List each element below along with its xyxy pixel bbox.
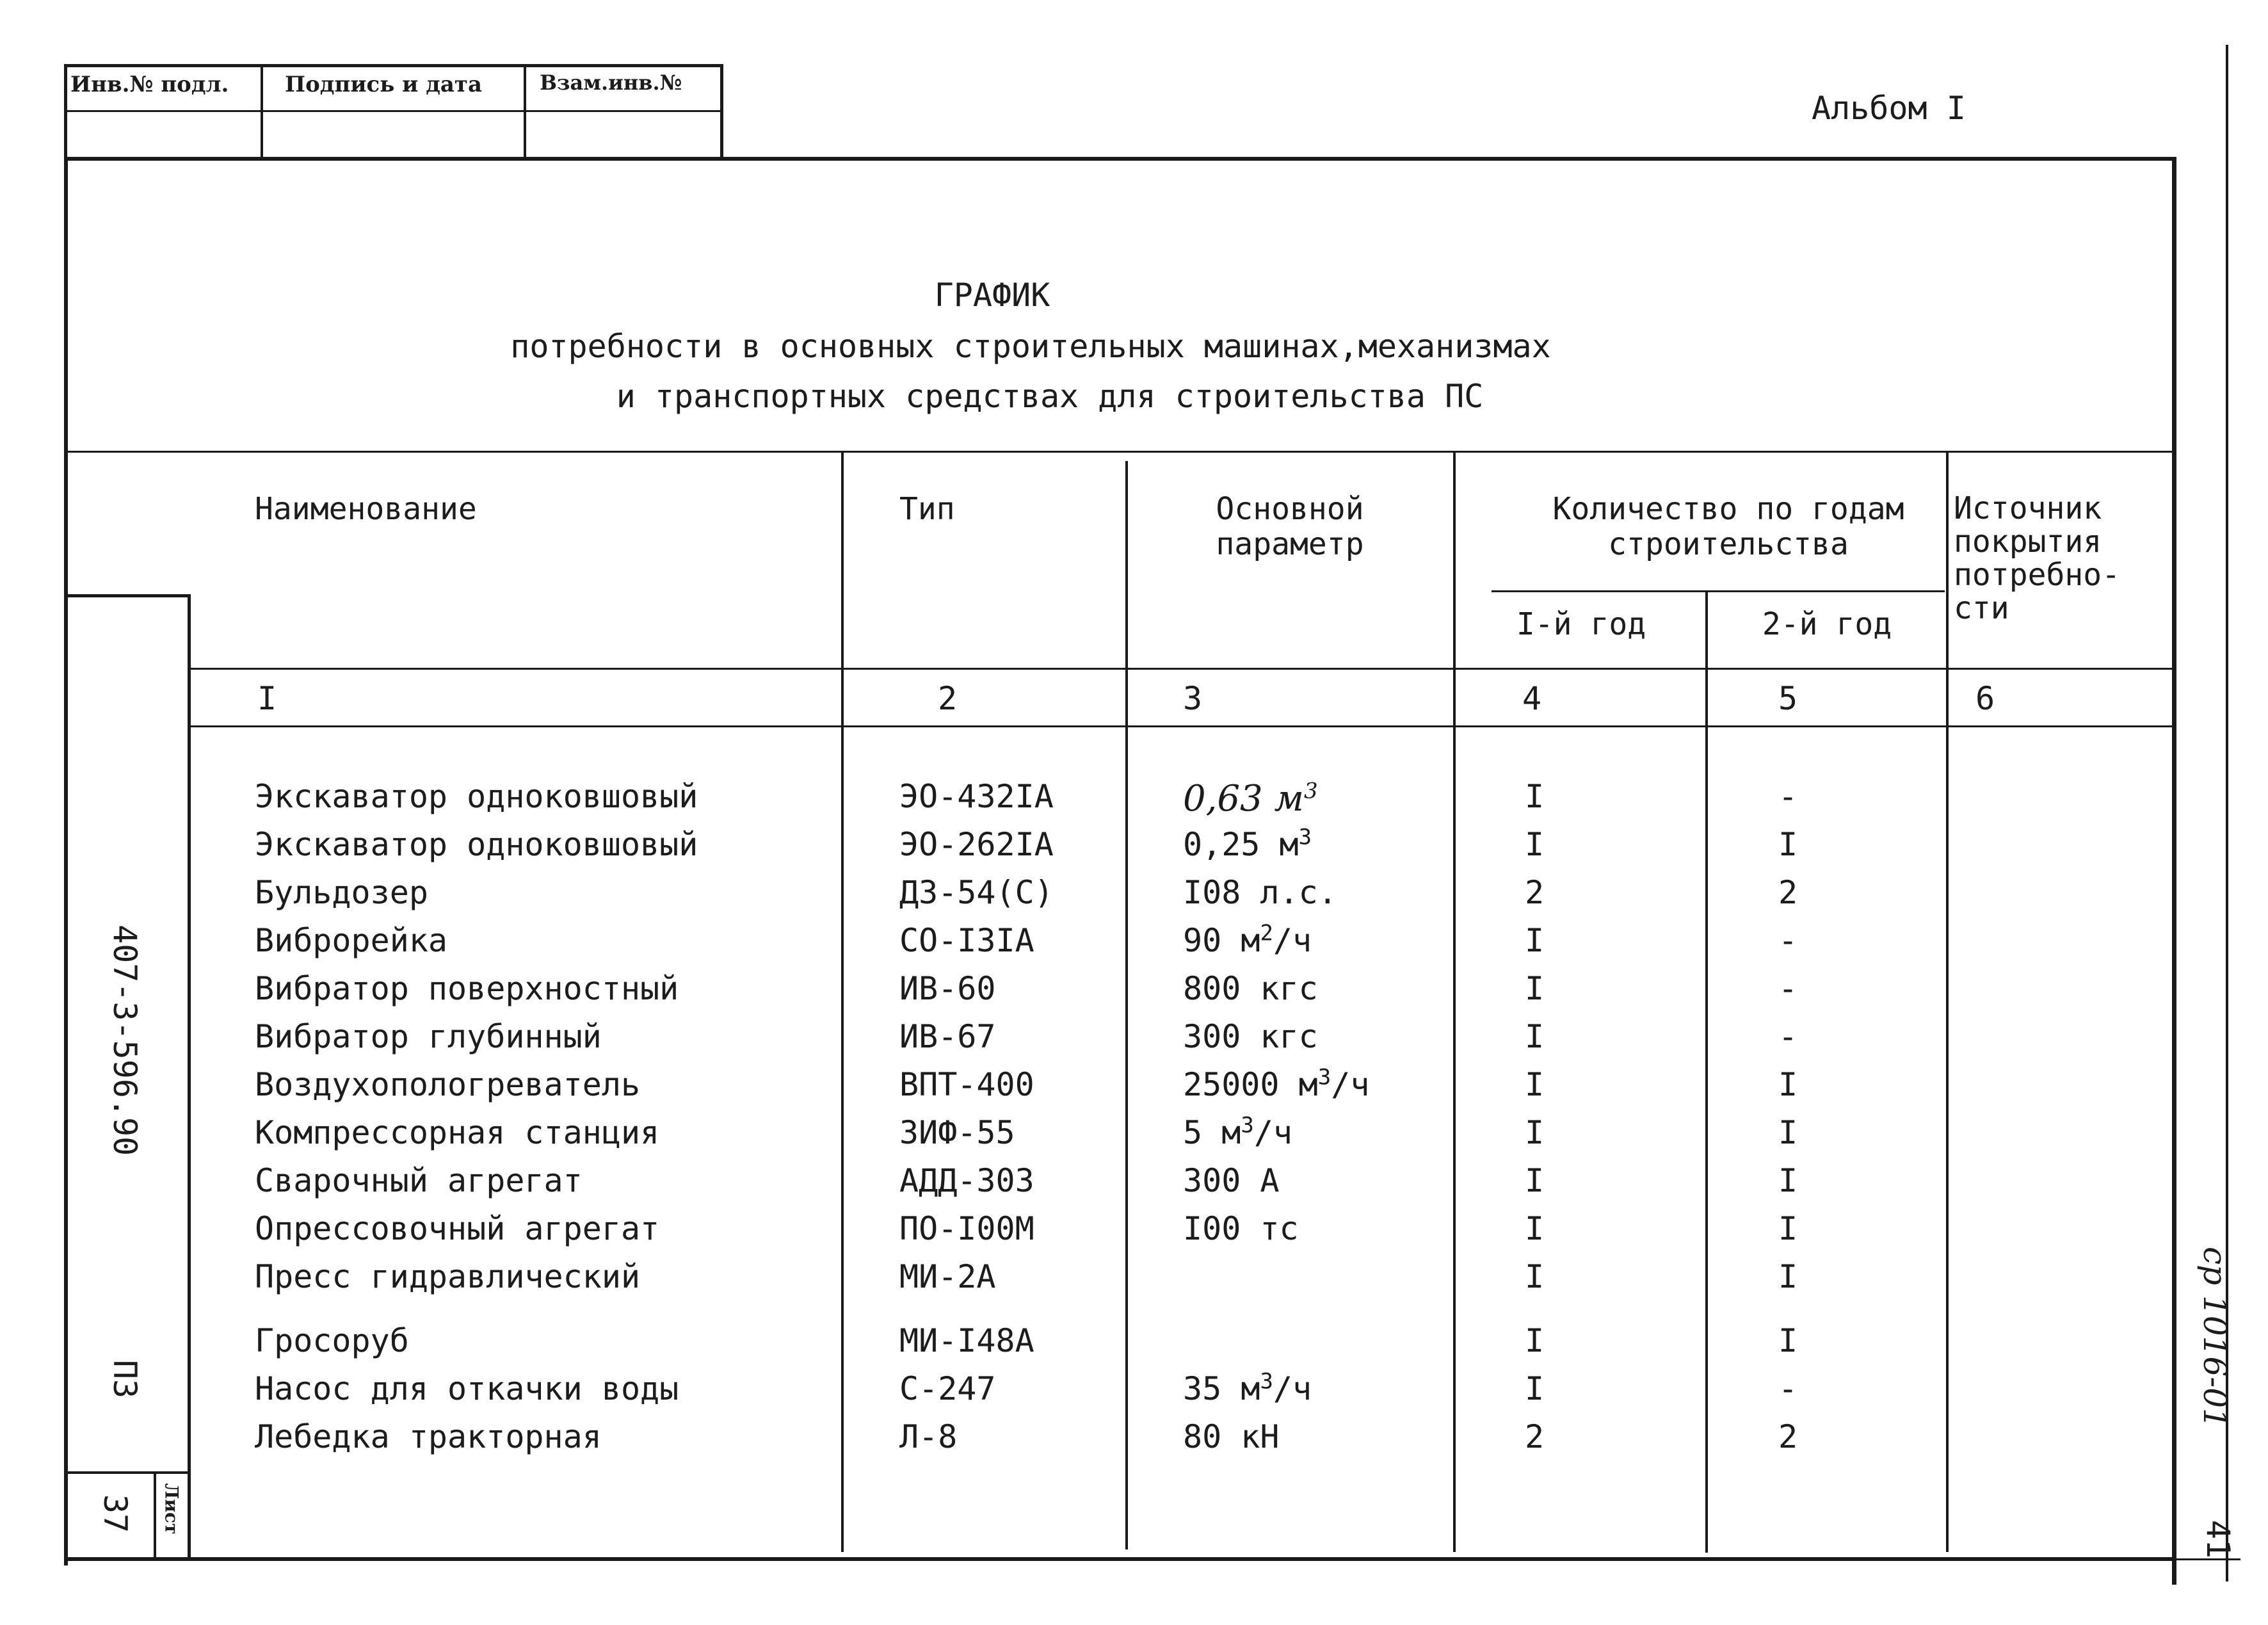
row-param [1183,1018,1318,1055]
row-type: ИВ-67 [899,1018,996,1055]
row-year1: I [1525,1018,1545,1055]
row-name: Насос для откачки воды [255,1370,679,1407]
row-name: Бульдозер [255,874,428,911]
row-param-value: 35 [1183,1370,1222,1407]
row-param-unit: м [1274,778,1304,820]
row-param-unit: м [1279,826,1299,863]
col-header-type: Тип [899,491,955,527]
col-header-name: Наименование [255,491,477,527]
row-param-unit: м [1241,922,1260,959]
row-year1: I [1525,1210,1545,1247]
row-year2: I [1778,1258,1798,1295]
row-name: Экскаватор одноковшовый [255,826,698,863]
col-header-source-line1: Источник [1954,490,2102,526]
col-number-2: 2 [938,680,958,717]
sheet-label: Лист [161,1483,182,1535]
row-type: МИ-2А [899,1258,996,1295]
row-param-tail: /ч [1273,922,1312,959]
row-param [1183,1210,1299,1247]
row-year1: I [1525,778,1545,815]
row-param [1183,826,1312,863]
stamp-vzam-inv: Взам.инв.№ [540,70,682,95]
album-label: Альбом I [1812,90,1966,127]
col-header-qty-line2: строительства [1608,526,1849,562]
row-year1: 2 [1525,1418,1545,1455]
row-name: Сварочный агрегат [255,1162,583,1199]
row-year2: I [1778,1066,1798,1103]
row-param-value: 5 [1183,1114,1203,1151]
row-param-exponent: 2 [1260,920,1273,946]
row-param-tail: /ч [1253,1114,1293,1151]
col-number-5: 5 [1778,680,1798,717]
col-number-4: 4 [1522,680,1542,717]
row-type: ЭО-432IА [899,778,1054,815]
row-type: ВПТ-400 [899,1066,1034,1103]
doc-code: 407-3-596.90 [106,925,143,1156]
col-number-6: 6 [1975,680,1995,717]
col-number-3: 3 [1183,680,1203,717]
page-title: ГРАФИК [934,277,1050,314]
row-name: Виброрейка [255,922,448,959]
row-year1: I [1525,922,1545,959]
row-type: ЭО-262IА [899,826,1054,863]
row-year2: - [1778,778,1798,815]
title-line-1: потребности в основных строительных машинах,механизмах [510,328,1551,365]
col-header-source-line4: сти [1954,590,2009,626]
archive-code: ср 1016-01 [2196,1247,2233,1428]
col-number-1: I [257,680,277,717]
row-param-tail: /ч [1273,1370,1312,1407]
col-header-source-line2: покрытия [1954,524,2102,560]
row-param-exponent: 3 [1260,1368,1273,1395]
row-type: ПО-I00М [899,1210,1034,1247]
row-param-value: 800 кгс [1183,970,1318,1007]
row-name: Компрессорная станция [255,1114,660,1151]
sheet-number: 37 [97,1494,134,1533]
row-type: С-247 [899,1370,996,1407]
row-year1: I [1525,970,1545,1007]
row-param-exponent: 3 [1303,778,1318,804]
row-year1: I [1525,1370,1545,1407]
row-param [1183,922,1312,959]
row-param-unit: м [1221,1114,1241,1151]
col-header-param-line2: параметр [1216,526,1364,562]
row-param-value: 90 [1183,922,1222,959]
row-param-exponent: 3 [1241,1112,1254,1138]
col-header-qty-line1: Количество по годам [1552,491,1904,527]
row-type: Л-8 [899,1418,958,1455]
row-year1: I [1525,826,1545,863]
row-name: Опрессовочный агрегат [255,1210,660,1247]
row-year2: I [1778,1114,1798,1151]
row-type: ИВ-60 [899,970,996,1007]
row-year1: I [1525,1114,1545,1151]
col-header-source-line3: потребно- [1954,557,2121,593]
row-param-exponent: 3 [1317,1064,1331,1090]
row-name: Воздухопологреватель [255,1066,641,1103]
row-year2: I [1778,1162,1798,1199]
row-param-unit: м [1298,1066,1318,1103]
row-name: Экскаватор одноковшовый [255,778,698,815]
row-param-value: 0,25 [1183,826,1260,863]
row-param-unit: м [1241,1370,1260,1407]
row-year2: - [1778,1370,1798,1407]
row-year1: 2 [1525,874,1545,911]
row-name: Вибратор глубинный [255,1018,602,1055]
row-param [1183,778,1318,820]
row-param-value: 0,63 [1183,778,1263,820]
row-name: Гросоруб [255,1322,409,1359]
row-param-value: 300 кгс [1183,1018,1318,1055]
col-header-param [1127,492,1453,562]
row-type: ЗИФ-55 [899,1114,1015,1151]
row-type: ДЗ-54(С) [899,874,1054,911]
row-year2: I [1778,826,1798,863]
row-param [1183,970,1318,1007]
row-year1: I [1525,1322,1545,1359]
col-header-qty [1511,492,1946,562]
col-header-param-line1: Основной [1216,491,1364,527]
row-name: Вибратор поверхностный [255,970,679,1007]
row-param-value: 80 кН [1183,1418,1280,1455]
row-year1: I [1525,1066,1545,1103]
section-code: ПЗ [106,1359,143,1399]
row-year2: 2 [1778,874,1798,911]
row-param-value: I00 тс [1183,1210,1299,1247]
row-param [1183,1162,1280,1199]
row-param-tail: /ч [1331,1066,1370,1103]
row-param [1183,1370,1312,1407]
row-param [1183,1418,1280,1455]
row-year2: 2 [1778,1418,1798,1455]
row-param [1183,1114,1292,1151]
stamp-inv-podl: Инв.№ подл. [70,72,229,97]
row-param-value: I08 л.с. [1183,874,1337,911]
row-param [1183,1066,1369,1103]
row-name: Пресс гидравлический [255,1258,641,1295]
page-number: 41 [2200,1519,2237,1559]
title-line-2: и транспортных средствах для строительства ПС [616,378,1484,415]
row-param [1183,874,1337,911]
row-year2: - [1778,970,1798,1007]
row-year1: I [1525,1258,1545,1295]
row-type: СО-I3IА [899,922,1034,959]
row-type: АДД-303 [899,1162,1034,1199]
row-year2: I [1778,1322,1798,1359]
row-param-value: 300 А [1183,1162,1280,1199]
row-param-value: 25000 [1183,1066,1280,1103]
stamp-podpis-data: Подпись и дата [285,72,483,97]
col-header-year1: I-й год [1516,606,1646,642]
row-name: Лебедка тракторная [255,1418,602,1455]
row-year2: - [1778,1018,1798,1055]
row-year1: I [1525,1162,1545,1199]
row-param-exponent: 3 [1298,824,1312,850]
row-year2: I [1778,1210,1798,1247]
row-type: МИ-I48А [899,1322,1034,1359]
col-header-source [1954,492,2120,625]
col-header-year2: 2-й год [1762,606,1892,642]
row-year2: - [1778,922,1798,959]
